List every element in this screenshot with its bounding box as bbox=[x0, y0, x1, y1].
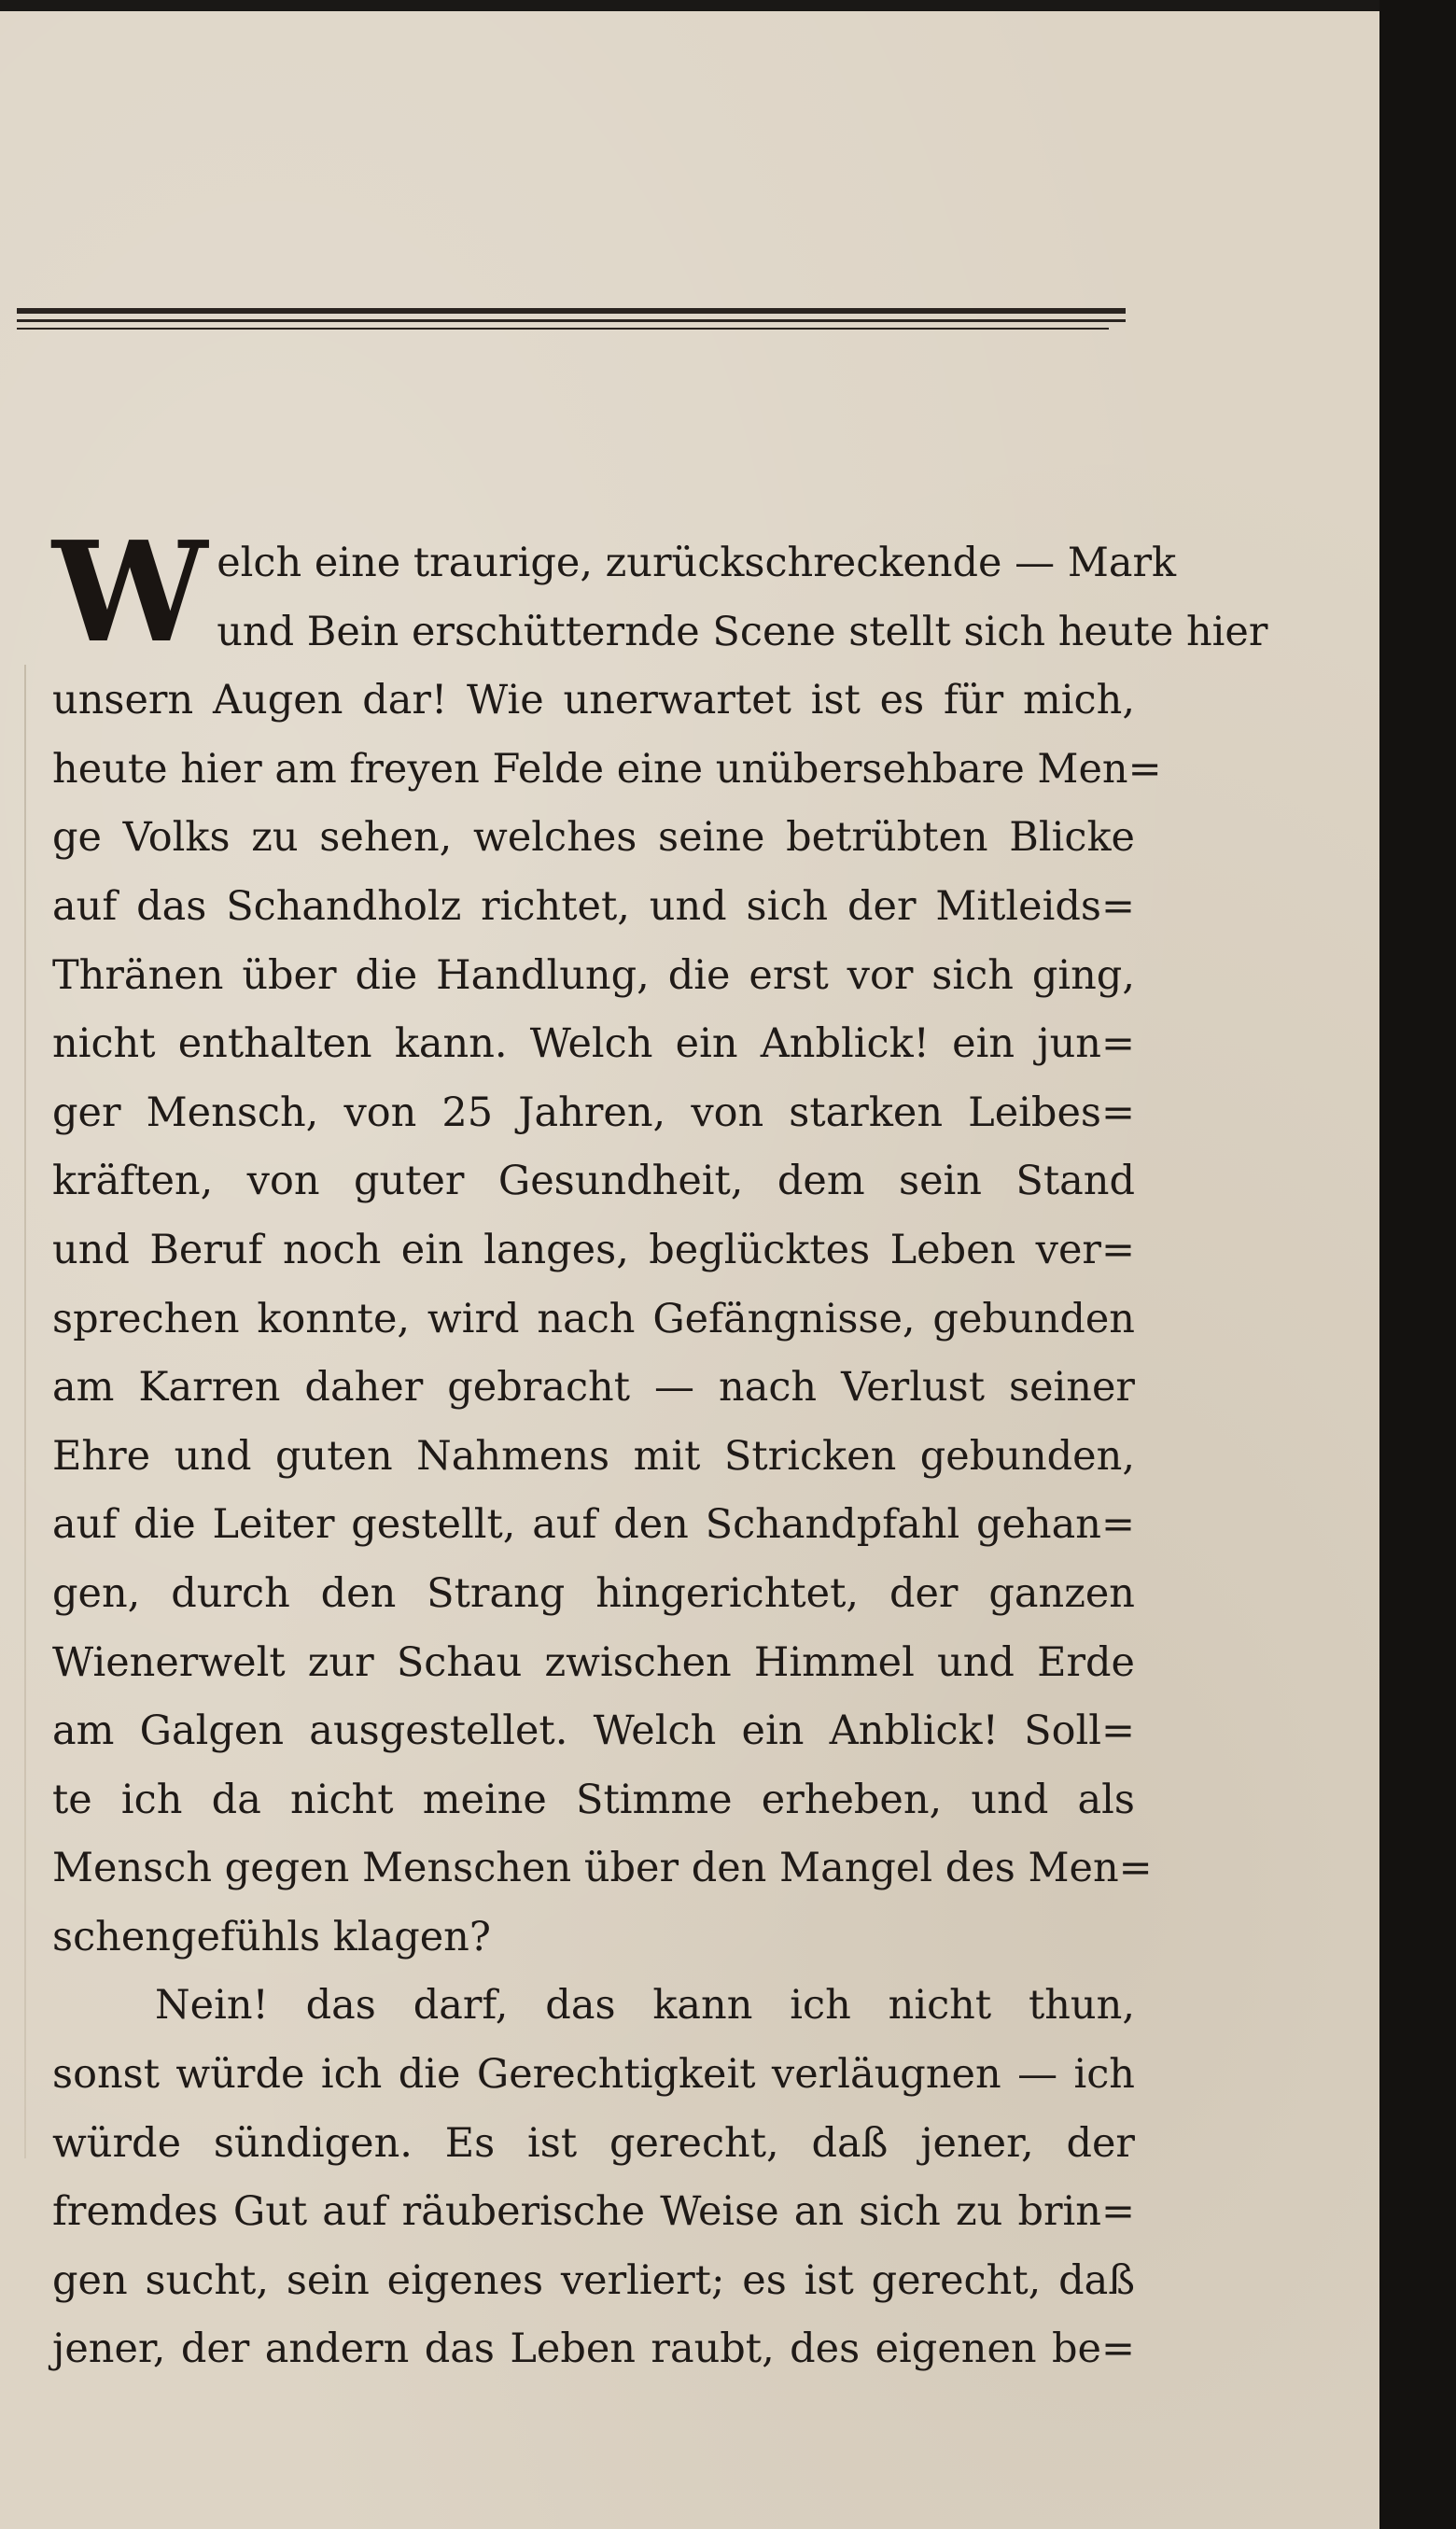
text-line-16: gen, durch den Strang hingerichtet, der ganzen bbox=[52, 1569, 1135, 1617]
margin-shadow bbox=[24, 665, 26, 2158]
text-line-13: am Karren daher gebracht — nach Verlust seiner bbox=[52, 1364, 1135, 1412]
text-line-18: am Galgen ausgestellet. Welch ein Anblick! Soll= bbox=[52, 1707, 1135, 1755]
text-line-7: Thränen über die Handlung, die erst vor sich ging, bbox=[52, 951, 1135, 999]
text-line-1: elch eine traurige, zurückschreckende — Mark bbox=[217, 540, 1177, 586]
body-text bbox=[52, 511, 1268, 2384]
text-line-19: te ich da nicht meine Stimme erheben, und als bbox=[52, 1776, 1135, 1823]
header-rule-hairline bbox=[17, 328, 1109, 330]
text-line-4: heute hier am freyen Felde eine unübersehbare Men= bbox=[52, 745, 1162, 793]
text-line-11: und Beruf noch ein langes, beglücktes Leben ver= bbox=[52, 1226, 1135, 1273]
text-line-12: sprechen konnte, wird nach Gefängnisse, gebunden bbox=[52, 1295, 1135, 1342]
book-gutter-shadow bbox=[1379, 0, 1456, 2529]
text-line-10: kräften, von guter Gesundheit, dem sein Stand bbox=[52, 1158, 1135, 1205]
text-line-3: unsern Augen dar! Wie unerwartet ist es für mich, bbox=[52, 677, 1135, 724]
text-line-9: ger Mensch, von 25 Jahren, von starken Leibes= bbox=[52, 1089, 1135, 1136]
text-line-5: ge Volks zu sehen, welches seine betrübten Blicke bbox=[52, 814, 1135, 862]
text-line-2: und Bein erschütternde Scene stellt sich heute hier bbox=[217, 608, 1268, 655]
text-line-15: auf die Leiter gestellt, auf den Schandpfahl gehan= bbox=[52, 1501, 1135, 1549]
text-line-6: auf das Schandholz richtet, und sich der Mitleids= bbox=[52, 882, 1135, 930]
text-line-25: fremdes Gut auf räuberische Weise an sich zu brin= bbox=[52, 2188, 1135, 2236]
opening-paragraph-start bbox=[52, 511, 1268, 673]
text-line-20: Mensch gegen Menschen über den Mangel des Men= bbox=[52, 1845, 1153, 1892]
text-line-23: sonst würde ich die Gerechtigkeit verläugnen — ich bbox=[52, 2051, 1135, 2099]
text-line-22: Nein! das darf, das kann ich nicht thun, bbox=[155, 1982, 1135, 2030]
text-line-24: würde sündigen. Es ist gerecht, daß jener, der bbox=[52, 2119, 1135, 2167]
text-line-21: schengefühls klagen? bbox=[52, 1913, 491, 1960]
text-line-8: nicht enthalten kann. Welch ein Anblick! ein jun= bbox=[52, 1020, 1135, 1068]
book-page bbox=[0, 11, 1379, 2529]
header-rule-thin bbox=[17, 319, 1126, 322]
text-line-14: Ehre und guten Nahmens mit Stricken gebunden, bbox=[52, 1432, 1135, 1480]
text-line-26: gen sucht, sein eigenes verliert; es ist gerecht, daß bbox=[52, 2256, 1135, 2304]
header-rule-thick bbox=[17, 308, 1126, 314]
drop-cap: W bbox=[52, 511, 208, 673]
text-line-27: jener, der andern das Leben raubt, des eigenen be= bbox=[52, 2325, 1135, 2373]
text-line-17: Wienerwelt zur Schau zwischen Himmel und Erde bbox=[52, 1638, 1135, 1686]
